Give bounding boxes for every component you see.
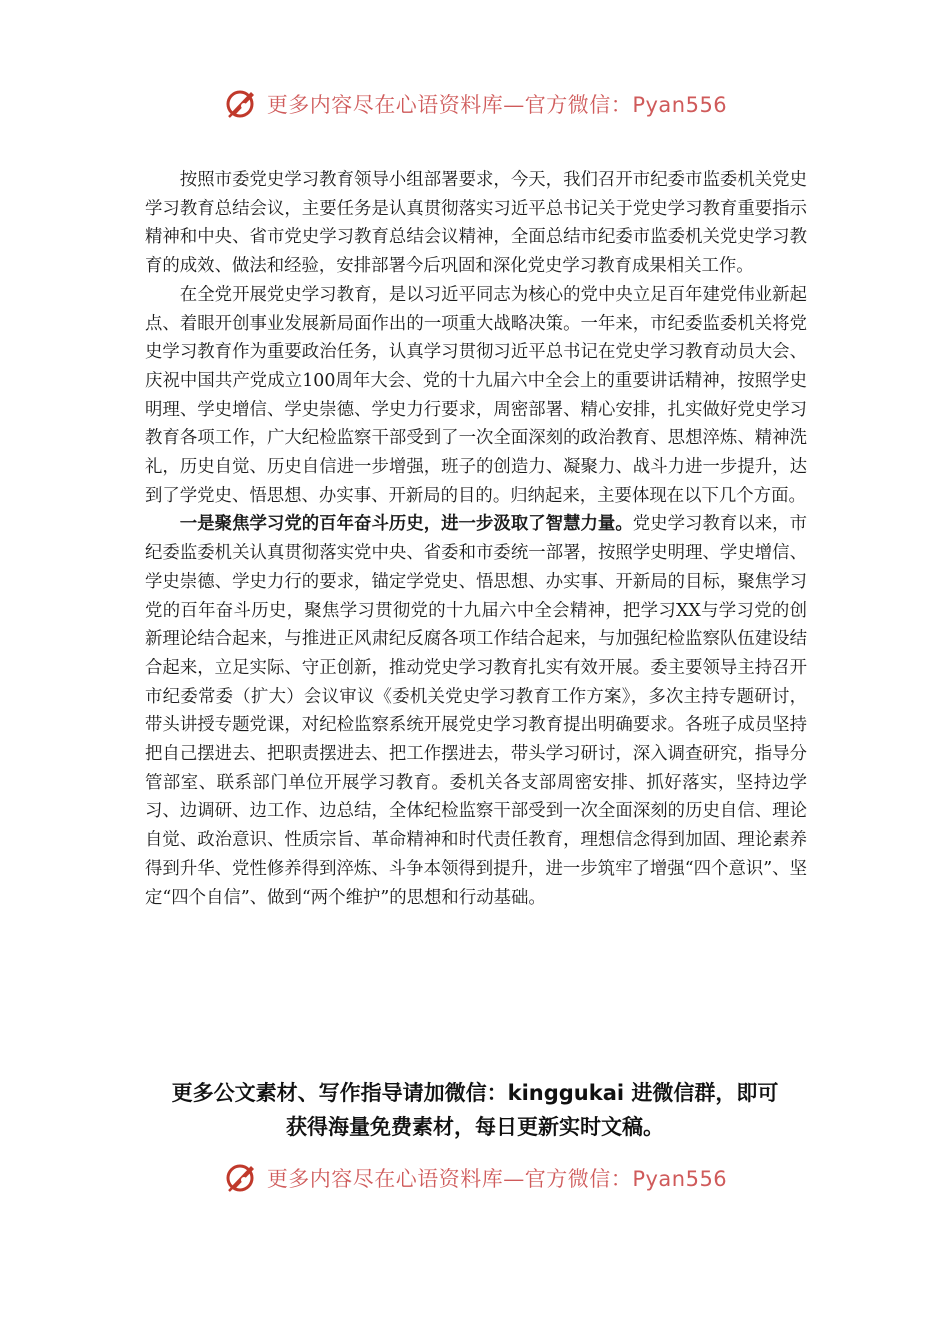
article-paragraph-1 (145, 166, 807, 281)
paragraph-3-lead-heading: 一是聚焦学习党的百年奋斗历史，进一步汲取了智慧力量。 (179, 514, 633, 535)
promo-line-2: 获得海量免费素材，每日更新实时文稿。 (286, 1115, 664, 1139)
article-paragraph-3 (145, 510, 807, 912)
header-banner-text: 更多内容尽在心语资料库—官方微信：Pyan556 (266, 93, 728, 117)
paragraph-3-text: 党史学习教育以来，市纪委监委机关认真贯彻落实党中央、省委和市委统一部署，按照学史明理、学史增信、学史崇德、学史力行的要求，锚定学党史、悟思想、办实事、开新局的目标，聚焦学习党的百年奋斗历史，聚焦学习贯彻党的十九届六中全会精神，把学习XX与学习党的创新理论结合起来，与推进正风肃纪反腐各项工作结合起来，与加强纪检监察队伍建设结合起来，立足实际、守正创新，推动党史学习教育扎实有效开展。委主要领导主持召开市纪委常委（扩大）会议审议《委机关党史学习教育工作方案》，多次主持专题研讨，带头讲授专题党课，对纪检监察系统开展党史学习教育提出明确要求。各班子成员坚持把自己摆进去、把职责摆进去、把工作摆进去，带头学习研讨，深入调查研究，指导分管部室、联系部门单位开展学习教育。委机关各支部周密安排、抓好落实，坚持边学习、边调研、边工作、边总结，全体纪检监察干部受到一次全面深刻的历史自信、理论自觉、政治意识、性质宗旨、革命精神和时代责任教育，理想信念得到加固、理论素养得到升华、党性修养得到淬炼、斗争本领得到提升，进一步筑牢了增强“四个意识”、坚定“四个自信”、做到“两个维护”的思想和行动基础。 (145, 514, 807, 908)
footer-banner (0, 1158, 950, 1198)
promo-line-1: 更多公文素材、写作指导请加微信：kinggukai 进微信群，即可 (171, 1081, 779, 1105)
article-body (145, 166, 807, 912)
header-banner-wechat-id: Pyan556 (632, 93, 728, 117)
footer-banner-text: 更多内容尽在心语资料库—官方微信：Pyan556 (266, 1167, 728, 1191)
quill-pen-logo-icon (223, 1160, 259, 1196)
paragraph-1-text: 按照市委党史学习教育领导小组部署要求，今天，我们召开市纪委市监委机关党史学习教育总结会议，主要任务是认真贯彻落实习近平总书记关于党史学习教育重要指示精神和中央、省市党史学习教育总结会议精神，全面总结市纪委市监委机关党史学习教育的成效、做法和经验，安排部署今后巩固和深化党史学习教育成果相关工作。 (145, 170, 807, 277)
footer-banner-wechat-id: Pyan556 (632, 1167, 728, 1191)
quill-pen-logo-icon (223, 86, 259, 122)
paragraph-2-text: 在全党开展党史学习教育，是以习近平同志为核心的党中央立足百年建党伟业新起点、着眼开创事业发展新局面作出的一项重大战略决策。一年来，市纪委监委机关将党史学习教育作为重要政治任务，认真学习贯彻习近平总书记在党史学习教育动员大会、庆祝中国共产党成立100周年大会、党的十九届六中全会上的重要讲话精神，按照学史明理、学史增信、学史崇德、学史力行要求，周密部署、精心安排，扎实做好党史学习教育各项工作，广大纪检监察干部受到了一次全面深刻的政治教育、思想淬炼、精神洗礼，历史自觉、历史自信进一步增强，班子的创造力、凝聚力、战斗力进一步提升，达到了学党史、悟思想、办实事、开新局的目的。归纳起来，主要体现在以下几个方面。 (145, 284, 807, 506)
promo-notice (120, 1076, 830, 1144)
article-paragraph-2 (145, 281, 807, 511)
header-banner (0, 84, 950, 124)
